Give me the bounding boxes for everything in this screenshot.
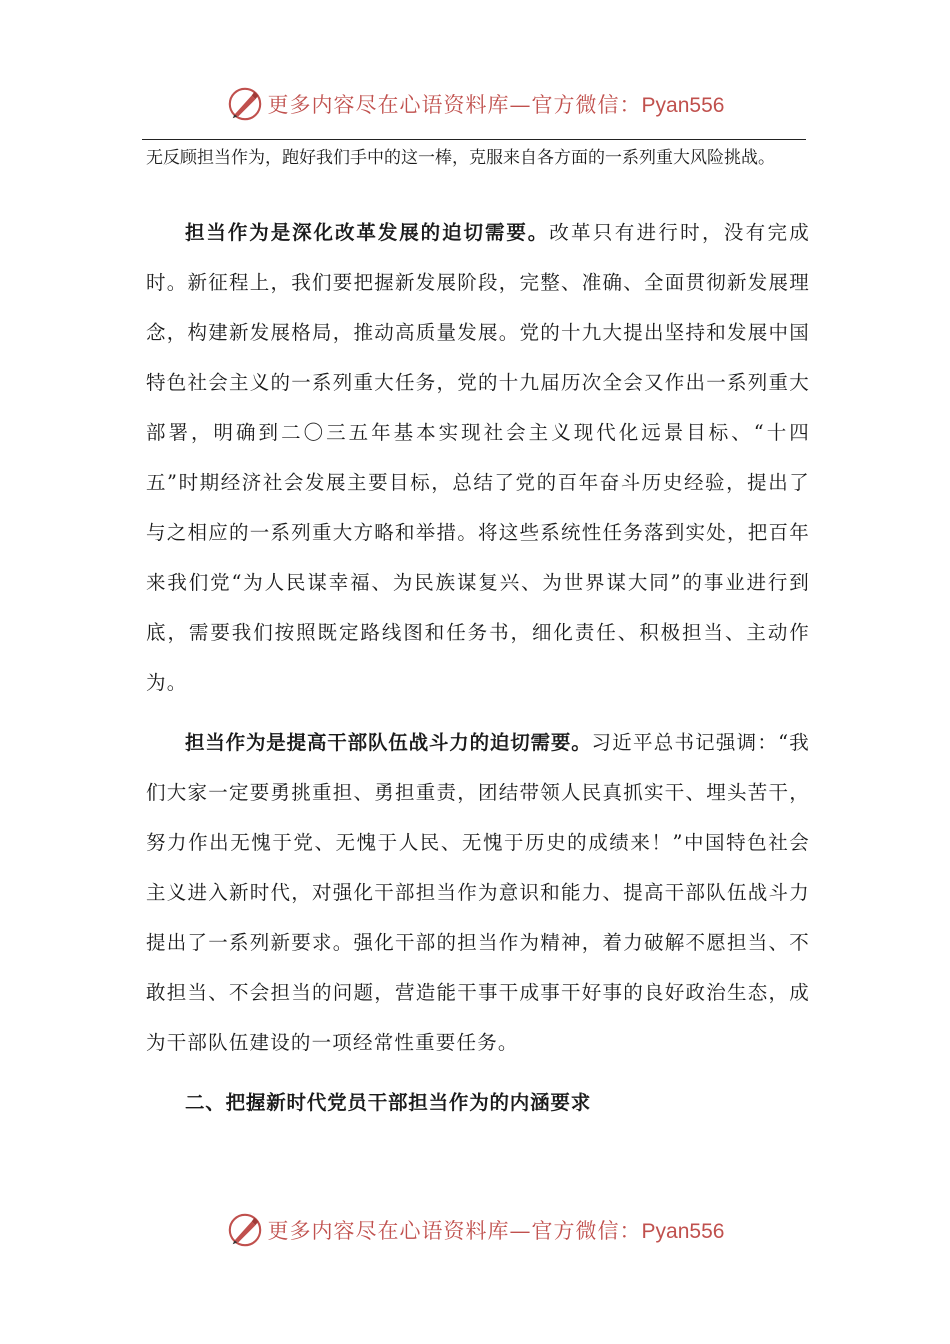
watermark-text <box>268 89 725 119</box>
watermark-dash: — <box>509 93 532 117</box>
document-body <box>146 208 810 1128</box>
watermark-header <box>0 82 950 126</box>
watermark-wechat-label: 官方微信： <box>531 93 642 117</box>
pen-logo-icon <box>226 1211 264 1249</box>
watermark-wechat-id: Pyan556 <box>641 1220 725 1243</box>
paragraph-1-bold-lead: 担当作为是深化改革发展的迫切需要。 <box>185 221 550 244</box>
paragraph-2-bold-lead: 担当作为是提高干部队伍战斗力的迫切需要。 <box>185 731 592 754</box>
paragraph-1-text: 改革只有进行时，没有完成时。新征程上，我们要把握新发展阶段，完整、准确、全面贯彻新发展理念，构建新发展格局，推动高质量发展。党的十九大提出坚持和发展中国特色社会主义的一系列重大任务，党的十九届历次全会又作出一系列重大部署，明确到二〇三五年基本实现社会主义现代化远景目标、“十四五”时期经济社会发展主要目标，总结了党的百年奋斗历史经验，提出了与之相应的一系列重大方略和举措。将这些系统性任务落到实处，把百年来我们党“为人民谋幸福、为民族谋复兴、为世界谋大同”的事业进行到底，需要我们按照既定路线图和任务书，细化责任、积极担当、主动作为。 <box>146 221 810 694</box>
header-rule <box>142 139 806 140</box>
paragraph-2 <box>146 718 810 1068</box>
watermark-text <box>268 1215 725 1245</box>
paragraph-2-text: 习近平总书记强调：“我们大家一定要勇挑重担、勇担重责，团结带领人民真抓实干、埋头苦干，努力作出无愧于党、无愧于人民、无愧于历史的成绩来！”中国特色社会主义进入新时代，对强化干部担当作为意识和能力、提高干部队伍战斗力提出了一系列新要求。强化干部的担当作为精神，着力破解不愿担当、不敢担当、不会担当的问题，营造能干事干成事干好事的良好政治生态，成为干部队伍建设的一项经常性重要任务。 <box>146 731 810 1054</box>
watermark-dash: — <box>509 1219 532 1243</box>
pen-logo-icon <box>226 85 264 123</box>
watermark-wechat-label: 官方微信： <box>531 1219 642 1243</box>
section-heading: 二、把握新时代党员干部担当作为的内涵要求 <box>185 1091 592 1114</box>
paragraph-1 <box>146 208 810 708</box>
lead-text: 无反顾担当作为，跑好我们手中的这一棒，克服来自各方面的一系列重大风险挑战。 <box>146 148 775 168</box>
watermark-main: 更多内容尽在心语资料库 <box>267 1219 510 1243</box>
watermark-wechat-id: Pyan556 <box>641 94 725 117</box>
watermark-main: 更多内容尽在心语资料库 <box>267 93 510 117</box>
watermark-footer <box>0 1208 950 1252</box>
